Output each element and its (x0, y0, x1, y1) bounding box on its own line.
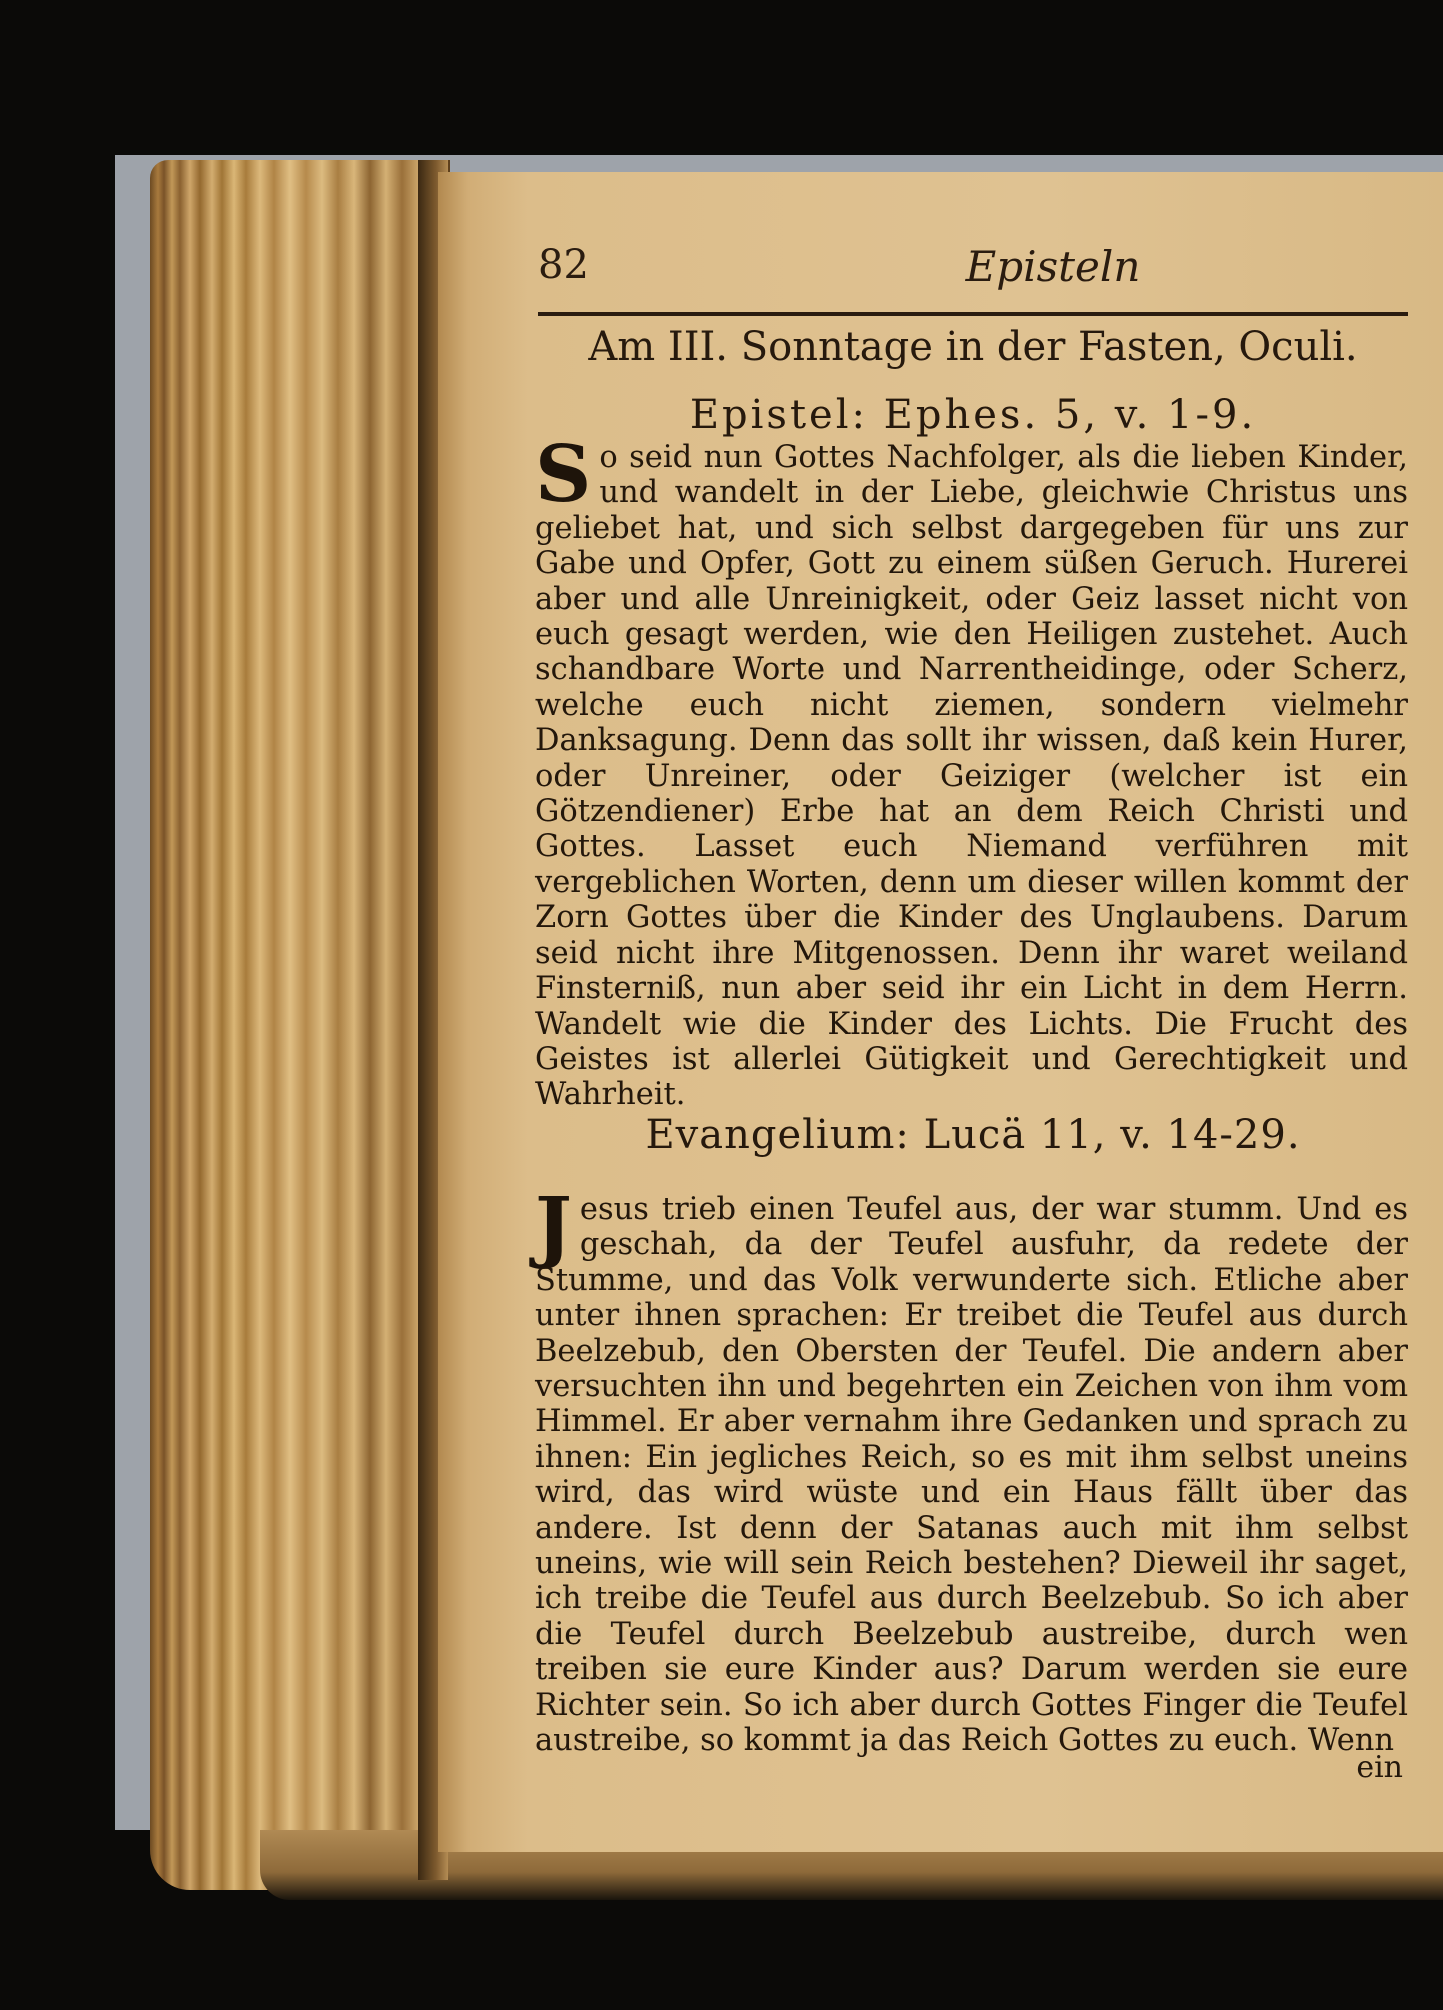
catchword: ein (1356, 1750, 1403, 1785)
epistle-body: o seid nun Gottes Nachfolger, als die lieben Kinder, und wandelt in der Liebe, gleichwie Christus uns geliebet hat, und sich selbst dargegeben für uns zur Gabe und Opfer, Gott zu einem süßen Geruch. Hurerei aber und alle Unreinigkeit, oder Geiz lasset nicht von euch gesagt werden, wie den Heiligen zustehet. Auch schandbare Worte und Narrentheidinge, oder Scherz, welche euch nicht ziemen, sondern vielmehr Danksagung. Denn das sollt ihr wissen, daß kein Hurer, oder Unreiner, oder Geiziger (welcher ist ein Götzendiener) Erbe hat an dem Reich Christi und Gottes. Lasset euch Niemand verführen mit vergeblichen Worten, denn um dieser willen kommt der Zorn Gottes über die Kinder des Unglaubens. Darum seid nicht ihre Mitgenossen. Denn ihr waret weiland Finsterniß, nun aber seid ihr ein Licht in dem Herrn. Wandelt wie die Kinder des Lichts. Die Frucht des Geistes ist allerlei Gütigkeit und Gerechtigkeit und Wahrheit. (535, 440, 1408, 1113)
epistle-text (535, 429, 1408, 1113)
book-page (438, 172, 1443, 1852)
epistle-drop-cap: S (535, 429, 592, 520)
sunday-heading: Am III. Sonntage in der Fasten, Oculi. (588, 324, 1358, 370)
gospel-text (535, 1181, 1408, 1759)
gospel-drop-cap: J (535, 1181, 572, 1272)
page-edges (150, 160, 450, 1890)
epistle-heading: Epistel: Ephes. 5, v. 1-9. (689, 392, 1257, 438)
running-head: Episteln (965, 242, 1141, 291)
header-rule (538, 312, 1408, 316)
gospel-heading: Evangelium: Lucä 11, v. 14-29. (645, 1112, 1301, 1158)
page-header (538, 242, 1418, 302)
page-number: 82 (538, 242, 589, 288)
gospel-body: esus trieb einen Teufel aus, der war stumm. Und es geschah, da der Teufel ausfuhr, da redete der Stumme, und das Volk verwunderte sich. Etliche aber unter ihnen sprachen: Er treibet die Teufel aus durch Beelzebub, den Obersten der Teufel. Die andern aber versuchten ihn und begehrten ein Zeichen von ihm vom Himmel. Er aber vernahm ihre Gedanken und sprach zu ihnen: Ein jegliches Reich, so es mit ihm selbst uneins wird, das wird wüste und ein Haus fällt über das andere. Ist denn der Satanas auch mit ihm selbst uneins, wie will sein Reich bestehen? Dieweil ihr saget, ich treibe die Teufel aus durch Beelzebub. So ich aber die Teufel durch Beelzebub austreibe, durch wen treiben sie eure Kinder aus? Darum werden sie eure Richter sein. So ich aber durch Gottes Finger die Teufel austreibe, so kommt ja das Reich Gottes zu euch. Wenn (535, 1192, 1408, 1759)
